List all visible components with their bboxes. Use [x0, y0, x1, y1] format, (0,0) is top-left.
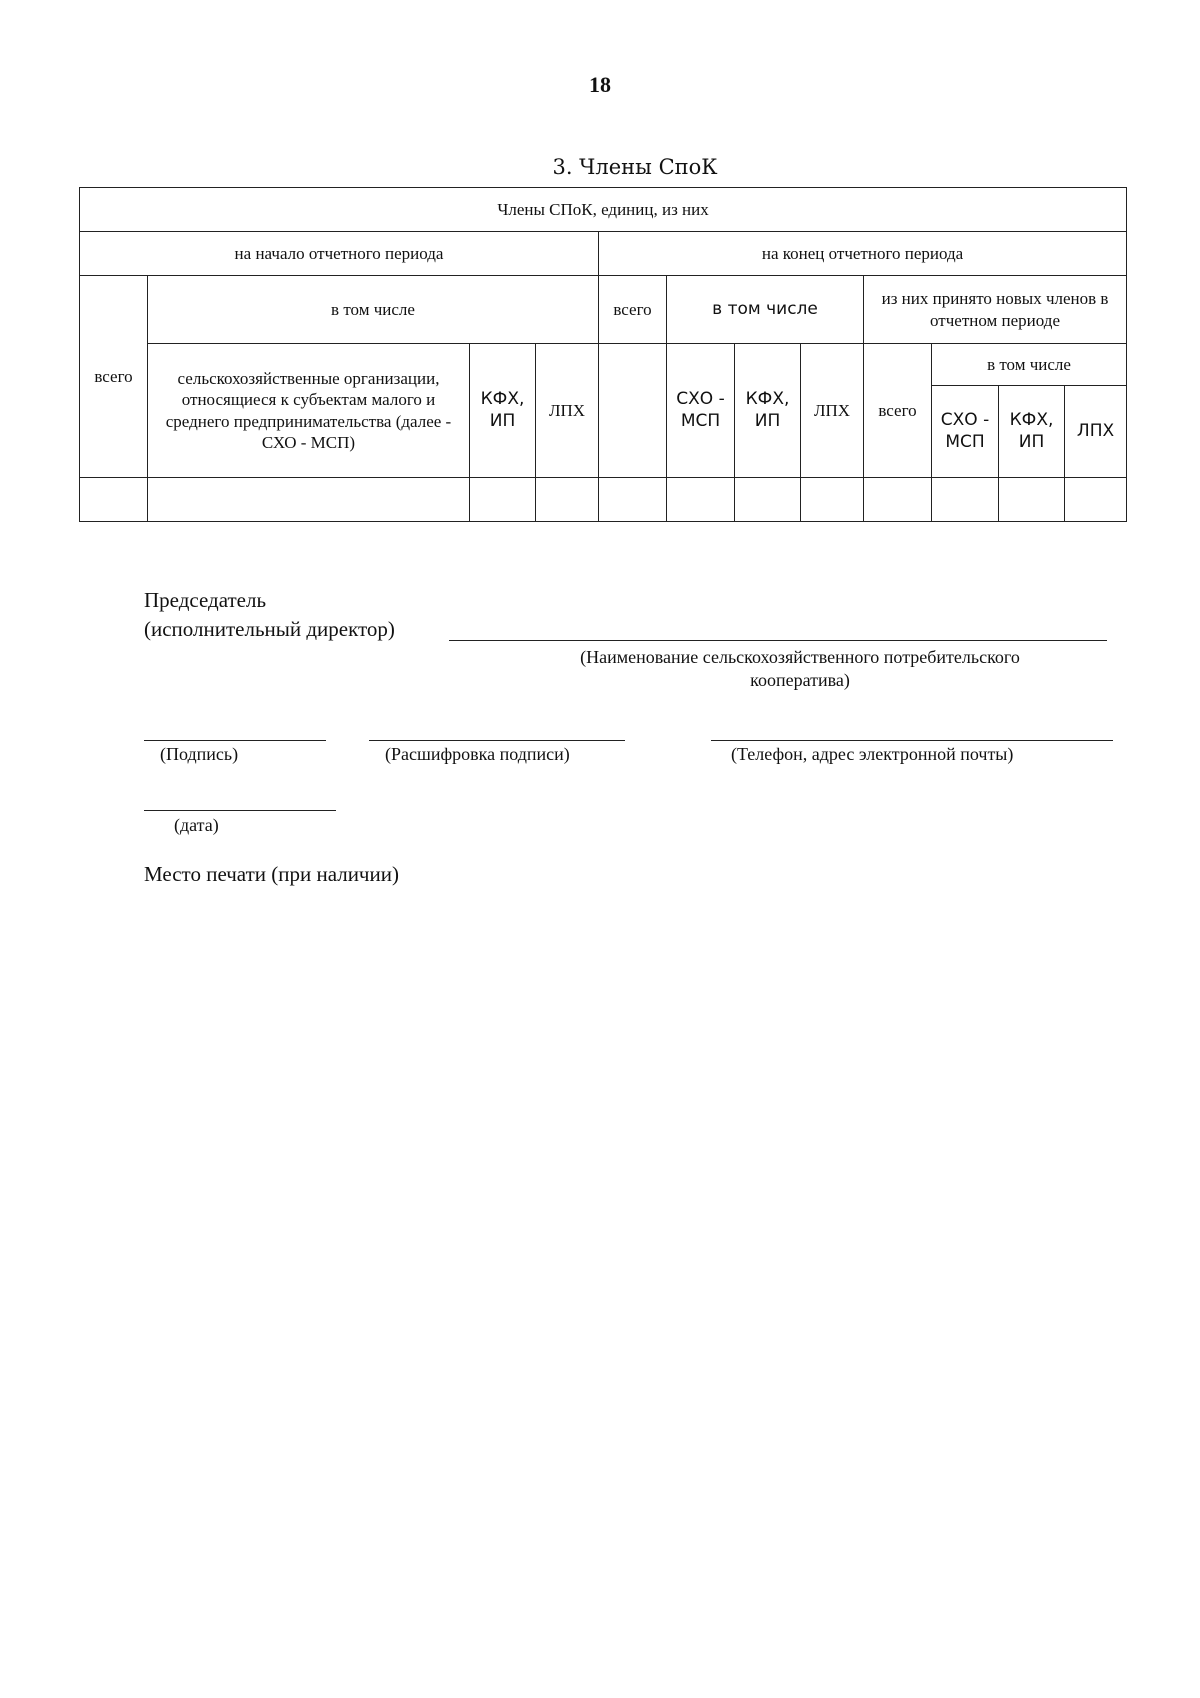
table-cell[interactable]	[999, 478, 1065, 522]
sxo-msp-full-header: сельскохозяйственные организации, относящиеся к субъектам малого и среднего предпринимательства (далее - СХО - МСП)	[148, 344, 470, 478]
date-caption: (дата)	[174, 815, 219, 835]
period-end-header: на конец отчетного периода	[599, 232, 1127, 276]
table-cell[interactable]	[667, 478, 735, 522]
period-start-header: на начало отчетного периода	[80, 232, 599, 276]
signature-line[interactable]	[144, 740, 326, 741]
contact-caption: (Телефон, адрес электронной почты)	[731, 744, 1014, 764]
table-cell[interactable]	[1065, 478, 1127, 522]
chairman-label: Председатель	[144, 588, 267, 612]
table-cell[interactable]	[864, 478, 932, 522]
new-including-header: в том числе	[932, 344, 1127, 386]
end-sxo-msp-header: СХО - МСП	[667, 344, 735, 478]
table-cell[interactable]	[735, 478, 801, 522]
end-total-blank	[599, 344, 667, 478]
table-cell[interactable]	[148, 478, 470, 522]
stamp-place-label: Место печати (при наличии)	[144, 862, 399, 886]
contact-line[interactable]	[711, 740, 1113, 741]
table-cell[interactable]	[470, 478, 536, 522]
table-row	[80, 478, 1127, 522]
end-lph-header: ЛПХ	[801, 344, 864, 478]
end-kfh-ip-header: КФХ, ИП	[735, 344, 801, 478]
table-header-main: Члены СПоК, единиц, из них	[80, 188, 1127, 232]
director-label: (исполнительный директор)	[144, 617, 395, 641]
section-title: 3. Члены СпоК	[552, 155, 718, 179]
new-sxo-msp-header: СХО - МСП	[932, 386, 999, 478]
date-line[interactable]	[144, 810, 336, 811]
coop-name-line[interactable]	[449, 640, 1107, 641]
start-including-header: в том числе	[148, 276, 599, 344]
start-kfh-ip-header: КФХ, ИП	[470, 344, 536, 478]
table-cell[interactable]	[80, 478, 148, 522]
table-cell[interactable]	[801, 478, 864, 522]
end-total-header: всего	[599, 276, 667, 344]
new-kfh-ip-header: КФХ, ИП	[999, 386, 1065, 478]
table-cell[interactable]	[599, 478, 667, 522]
start-total-header: всего	[80, 276, 148, 478]
decoding-line[interactable]	[369, 740, 625, 741]
table-cell[interactable]	[932, 478, 999, 522]
signature-caption: (Подпись)	[160, 744, 239, 764]
decoding-caption: (Расшифровка подписи)	[385, 744, 570, 764]
members-table	[79, 187, 1127, 522]
new-lph-header: ЛПХ	[1065, 386, 1127, 478]
new-members-header: из них принято новых членов в отчетном периоде	[864, 276, 1127, 344]
coop-name-caption: (Наименование сельскохозяйственного потребительского кооператива)	[580, 647, 1020, 691]
new-total-header: всего	[864, 344, 932, 478]
table-cell[interactable]	[536, 478, 599, 522]
page-number: 18	[589, 72, 611, 97]
end-including-header: в том числе	[667, 276, 864, 344]
start-lph-header: ЛПХ	[536, 344, 599, 478]
